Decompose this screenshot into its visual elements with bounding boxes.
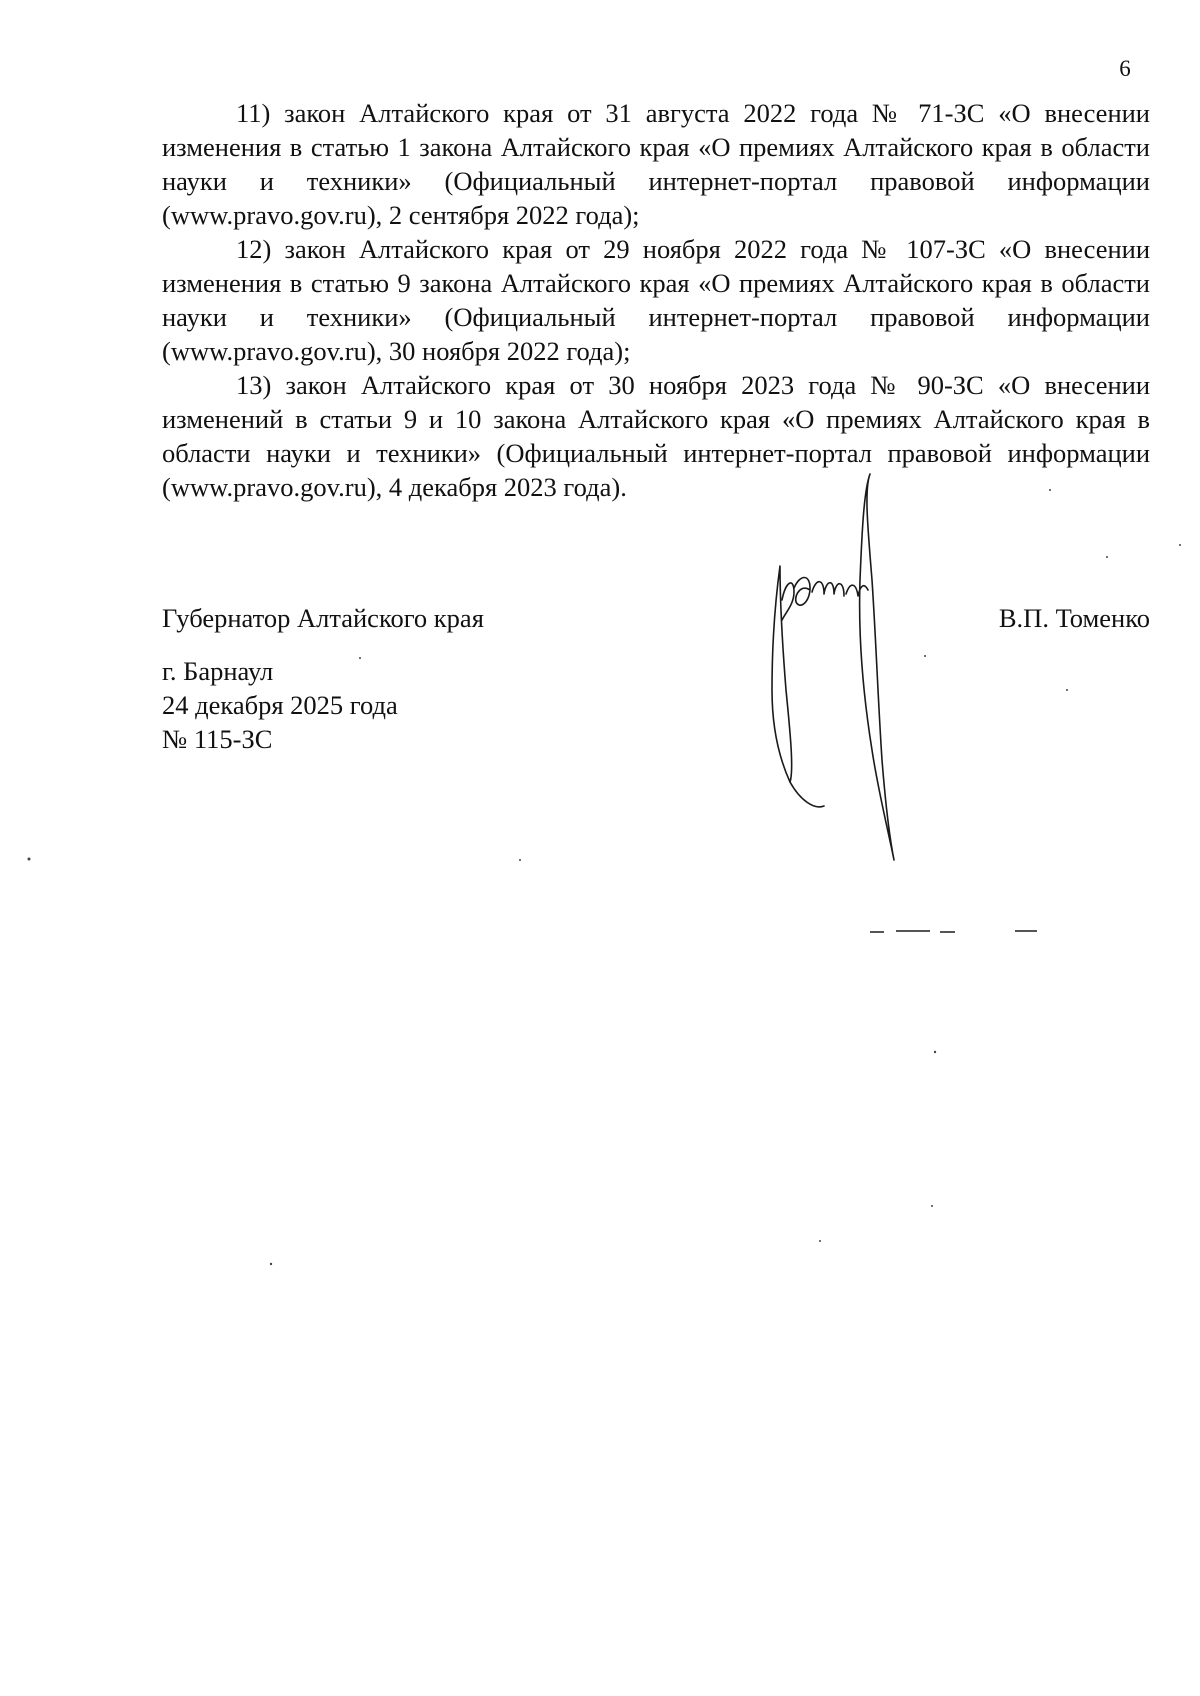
page-number: 6 bbox=[1119, 56, 1131, 81]
law-number: № 115-ЗС bbox=[162, 724, 273, 754]
place-date-block bbox=[162, 654, 398, 756]
signing-date: 24 декабря 2025 года bbox=[162, 690, 398, 720]
signer-position: Губернатор Алтайского края bbox=[162, 603, 484, 633]
signer-name: В.П. Томенко bbox=[998, 603, 1150, 633]
paragraph-item-13: 13) закон Алтайского края от 30 ноября 2023 года № 90-ЗС «О внесении изменений в статьи 9 и 10 закона Алтайского края «О премиях Алтайского края в области науки и техники» (Официальный интернет-портал правовой информации (www.pravo.gov.ru), 4 декабря 2023 года). bbox=[162, 370, 1150, 502]
paragraph-item-12: 12) закон Алтайского края от 29 ноября 2022 года № 107-ЗС «О внесении изменения в статью 9 закона Алтайского края «О премиях Алтайского края в области науки и техники» (Официальный интернет-портал правовой информации (www.pravo.gov.ru), 30 ноября 2022 года); bbox=[162, 234, 1150, 366]
city: г. Барнаул bbox=[162, 656, 274, 686]
handwritten-signature bbox=[760, 470, 940, 870]
paragraph-item-11: 11) закон Алтайского края от 31 августа 2022 года № 71-ЗС «О внесении изменения в статью 1 закона Алтайского края «О премиях Алтайского края в области науки и техники» (Официальный интернет-портал правовой информации (www.pravo.gov.ru), 2 сентября 2022 года); bbox=[162, 98, 1150, 230]
document-body bbox=[162, 96, 1150, 504]
